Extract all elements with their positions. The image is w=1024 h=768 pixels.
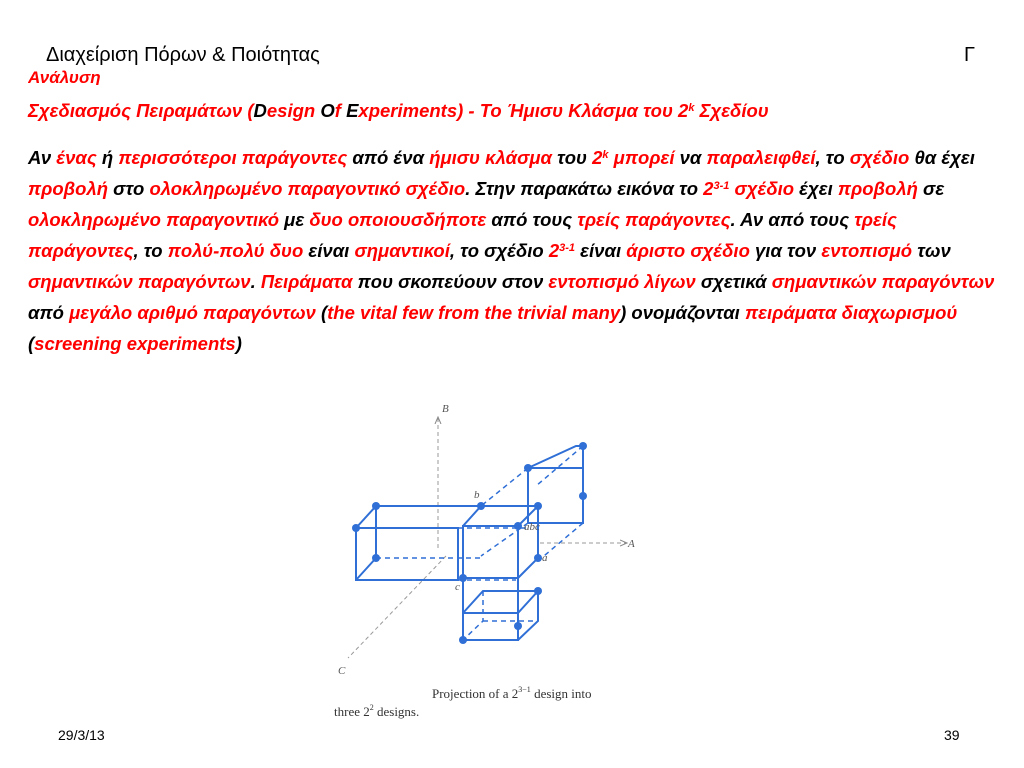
keyword: περισσότεροι παράγοντες xyxy=(118,147,348,168)
text-run: ) xyxy=(235,333,242,354)
cube-top-edges xyxy=(528,446,583,523)
text-run: ) ονομάζονται xyxy=(620,302,745,323)
caption-superscript: 2 xyxy=(369,703,374,712)
caption-text: design into xyxy=(530,686,592,701)
point-label-a: a xyxy=(542,552,548,564)
subtitle-letter-e: E xyxy=(346,100,359,121)
cube-left-hidden-edges xyxy=(376,528,528,580)
keyword: 2 xyxy=(592,147,603,168)
axis-a-label: A xyxy=(628,538,635,550)
superscript: 3-1 xyxy=(559,242,576,254)
point xyxy=(534,502,542,510)
keyword: προβολή xyxy=(837,178,918,199)
keyword: ήμισυ κλάσμα xyxy=(429,147,553,168)
superscript: k xyxy=(602,149,609,161)
projection-figure xyxy=(328,396,658,730)
cube-center xyxy=(463,506,538,578)
text-run: . Αν από τους xyxy=(730,209,855,230)
cube-left-back xyxy=(356,528,458,580)
text-run: σχετικά xyxy=(695,271,772,292)
point xyxy=(477,502,485,510)
figure-caption-line2 xyxy=(334,703,419,719)
text-run: είναι xyxy=(303,240,355,261)
text-run: από ένα xyxy=(347,147,430,168)
text-run: των xyxy=(912,240,951,261)
subtitle-text: Σχεδίου xyxy=(694,100,769,121)
keyword: σημαντικών παραγόντων xyxy=(28,271,251,292)
footer-date: 29/3/13 xyxy=(58,727,105,743)
cube-center-edges xyxy=(463,506,538,578)
cube-top xyxy=(528,446,583,523)
point xyxy=(534,554,542,562)
point xyxy=(459,636,467,644)
section-label: Ανάλυση xyxy=(28,69,101,85)
text-run: από xyxy=(28,302,70,323)
subtitle-superscript: k xyxy=(688,102,695,114)
keyword: μεγάλο αριθμό παραγόντων xyxy=(69,302,316,323)
point xyxy=(514,622,522,630)
text-run: , το xyxy=(815,147,850,168)
subtitle-text: Σχεδιασμός Πειραμάτων ( xyxy=(28,100,254,121)
keyword: δυο οποιουσδήποτε xyxy=(309,209,487,230)
page-number: 39 xyxy=(944,727,960,743)
text-run: ή xyxy=(96,147,119,168)
subtitle-text: esign xyxy=(266,100,321,121)
text-run: ( xyxy=(28,333,35,354)
subtitle-letter-o: O xyxy=(320,100,335,121)
keyword: σχέδιο xyxy=(849,147,910,168)
superscript: 3-1 xyxy=(713,180,730,192)
text-run: έχει xyxy=(794,178,838,199)
keyword: πειράματα διαχωρισμού xyxy=(744,302,958,323)
cube-bottom-front xyxy=(463,613,518,640)
keyword: Πειράματα xyxy=(260,271,353,292)
keyword: screening experiments xyxy=(34,333,236,354)
axis-c-label: C xyxy=(338,665,346,677)
subtitle-letter-d: D xyxy=(253,100,267,121)
slide-header-right: Γ xyxy=(964,44,976,66)
subtitle-text: ) - Το Ήμισυ Κλάσμα του 2 xyxy=(457,100,689,121)
point xyxy=(514,522,522,530)
caption-text: Projection of a 2 xyxy=(432,686,519,701)
keyword: εντοπισμό xyxy=(821,240,913,261)
body-paragraph xyxy=(28,142,1000,359)
point xyxy=(534,587,542,595)
text-run: σε xyxy=(917,178,945,199)
slide-header-title: Διαχείριση Πόρων & Ποιότητας xyxy=(46,44,320,66)
text-run: , το xyxy=(133,240,168,261)
cube-top-front xyxy=(528,468,583,523)
point xyxy=(372,554,380,562)
text-run: . xyxy=(250,271,261,292)
text-run: με xyxy=(279,209,310,230)
dashed-lines-left xyxy=(376,528,528,580)
subtitle-text: xperiments xyxy=(358,100,458,121)
keyword: ένας xyxy=(56,147,97,168)
text-run: του xyxy=(552,147,593,168)
text-run: θα έχει xyxy=(909,147,975,168)
point xyxy=(524,464,532,472)
keyword: εντοπισμό λίγων xyxy=(548,271,696,292)
keyword: 2 xyxy=(703,178,714,199)
keyword: μπορεί xyxy=(613,147,675,168)
keyword: σημαντικών παραγόντων xyxy=(771,271,995,292)
keyword: άριστο σχέδιο xyxy=(626,240,750,261)
cube-center-front xyxy=(463,526,518,578)
cube-bottom xyxy=(463,578,538,640)
text-run: από τους xyxy=(486,209,578,230)
keyword: σημαντικοί xyxy=(354,240,450,261)
text-run: , το σχέδιο xyxy=(449,240,549,261)
point xyxy=(372,502,380,510)
caption-superscript: 3−1 xyxy=(518,685,531,694)
text-run: που σκοπεύουν στον xyxy=(352,271,549,292)
keyword: ολοκληρωμένο παραγοντικό σχέδιο xyxy=(149,178,466,199)
cube-projection-diagram xyxy=(328,396,658,730)
point xyxy=(579,492,587,500)
text-run: στο xyxy=(108,178,150,199)
keyword: 2 xyxy=(548,240,560,261)
axes xyxy=(338,403,635,677)
axis-b-label: B xyxy=(442,403,449,415)
keyword: the vital few from the trivial many xyxy=(327,302,621,323)
cube-top-hidden-edges xyxy=(481,446,583,561)
text-run: . Στην παρακάτω εικόνα το xyxy=(465,178,704,199)
caption-text: three 2 xyxy=(334,704,370,719)
text-run: Αν xyxy=(28,147,57,168)
keyword: τρείς παράγοντες xyxy=(577,209,731,230)
keyword: προβολή xyxy=(28,178,109,199)
keyword: παραλειφθεί xyxy=(706,147,816,168)
point xyxy=(579,442,587,450)
point xyxy=(459,574,467,582)
subtitle-text: f xyxy=(334,100,347,121)
text-run: ( xyxy=(315,302,328,323)
keyword: σχέδιο xyxy=(734,178,795,199)
point xyxy=(352,524,360,532)
dashed-connectors xyxy=(481,446,583,561)
keyword: τρείς παράγοντες xyxy=(28,209,897,261)
keyword: ολοκληρωμένο παραγοντικό xyxy=(28,209,280,230)
point-label-c: c xyxy=(455,581,460,593)
point-label-abc: abc xyxy=(524,521,540,533)
keyword: πολύ-πολύ δυο xyxy=(167,240,304,261)
cube-bottom-edges xyxy=(463,578,538,640)
figure-caption-line1 xyxy=(432,685,591,701)
text-run: είναι xyxy=(575,240,627,261)
text-run: να xyxy=(674,147,707,168)
text-run: για τον xyxy=(749,240,822,261)
slide-subtitle xyxy=(28,100,769,122)
caption-text: designs. xyxy=(373,704,420,719)
point-label-b: b xyxy=(474,489,480,501)
